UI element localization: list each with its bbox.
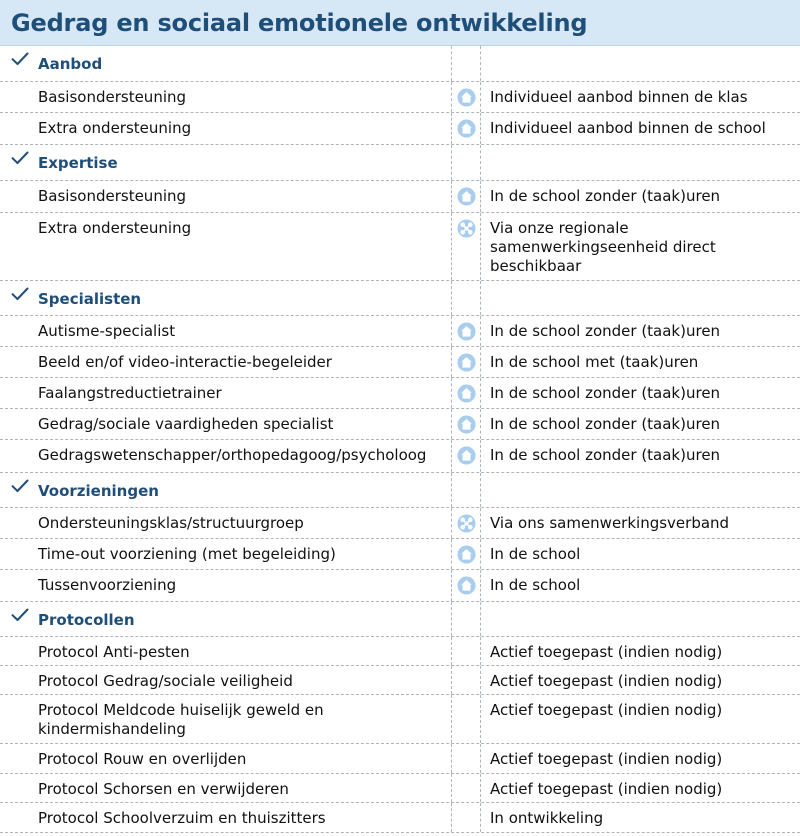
table-row [0,82,800,113]
row-value: Actief toegepast (indien nodig) [490,672,723,690]
house-icon [451,316,481,346]
value-cell [481,602,800,636]
row-value: In de school zonder (taak)uren [490,415,721,433]
row-value: In de school zonder (taak)uren [490,384,721,402]
row-value: In de school [490,576,581,594]
house-icon [451,570,481,601]
row-value: Actief toegepast (indien nodig) [490,701,723,719]
row-value: In de school zonder (taak)uren [490,322,721,340]
support-table [0,46,800,833]
section-title: Protocollen [38,611,135,629]
house-icon [451,409,481,439]
row-value: In de school zonder (taak)uren [490,187,721,205]
house-icon [451,347,481,377]
row-label: Protocol Schorsen en verwijderen [38,780,289,798]
section-header[interactable] [0,46,800,82]
check-icon [11,479,29,497]
section-title: Expertise [38,154,118,172]
table-row [0,570,800,602]
house-icon [451,181,481,212]
table-row [0,695,800,744]
table-row [0,378,800,409]
check-icon [11,608,29,626]
section-title: Aanbod [38,55,103,73]
table-row [0,803,800,833]
row-label: Extra ondersteuning [38,119,192,137]
section-cell [0,281,451,315]
icon-cell [451,666,481,694]
row-label: Time-out voorziening (met begeleiding) [38,545,336,563]
table-row [0,213,800,281]
row-value: Via ons samenwerkingsverband [490,514,730,532]
house-icon [451,378,481,408]
network-icon [451,508,481,538]
row-value: In de school [490,545,581,563]
house-icon [451,82,481,112]
icon-cell [451,46,481,81]
row-value: Individueel aanbod binnen de school [490,119,766,137]
value-cell [481,281,800,315]
row-label: Tussenvoorziening [38,576,177,594]
row-value: Actief toegepast (indien nodig) [490,750,723,768]
table-row [0,440,800,473]
icon-cell [451,744,481,773]
icon-cell [451,803,481,832]
section-header[interactable] [0,145,800,181]
network-icon [451,213,481,280]
row-label: Protocol Rouw en overlijden [38,750,247,768]
section-header[interactable] [0,281,800,316]
table-row [0,181,800,213]
row-label: Autisme-specialist [38,322,176,340]
row-value: In de school met (taak)uren [490,353,699,371]
icon-cell [451,774,481,802]
check-icon [11,287,29,305]
icon-cell [451,281,481,315]
table-row [0,347,800,378]
row-label: Basisondersteuning [38,187,187,205]
row-label: Protocol Anti-pesten [38,643,190,661]
check-icon [11,151,29,169]
row-label: Gedragswetenschapper/orthopedagoog/psycholoog [38,446,427,464]
row-label: Gedrag/sociale vaardigheden specialist [38,415,334,433]
house-icon [451,539,481,569]
table-row [0,539,800,570]
row-value: Actief toegepast (indien nodig) [490,643,723,661]
row-label: Protocol Schoolverzuim en thuiszitters [38,809,326,827]
table-row [0,508,800,539]
table-row [0,774,800,803]
icon-cell [451,602,481,636]
page-title: Gedrag en sociaal emotionele ontwikkeling [11,8,588,37]
value-cell [481,145,800,180]
row-value: Individueel aanbod binnen de klas [490,88,748,106]
row-label: Protocol Meldcode huiselijk geweld en kindermishandeling [38,701,324,738]
row-label: Beeld en/of video-interactie-begeleider [38,353,332,371]
row-value: Via onze regionale samenwerkingseenheid direct beschikbaar [490,219,716,275]
row-value: In de school zonder (taak)uren [490,446,721,464]
house-icon [451,113,481,144]
table-row [0,744,800,774]
section-title: Specialisten [38,290,142,308]
section-cell [0,473,451,507]
section-cell [0,145,451,180]
check-icon [11,52,29,70]
row-label: Faalangstreductietrainer [38,384,222,402]
row-label: Basisondersteuning [38,88,187,106]
icon-cell [451,637,481,665]
row-value: Actief toegepast (indien nodig) [490,780,723,798]
section-title: Voorzieningen [38,482,159,500]
page-header [0,0,800,46]
table-row [0,409,800,440]
icon-cell [451,145,481,180]
icon-cell [451,473,481,507]
icon-cell [451,695,481,743]
value-cell [481,473,800,507]
section-cell [0,602,451,636]
row-label: Extra ondersteuning [38,219,192,237]
table-row [0,113,800,145]
section-cell [0,46,451,81]
table-row [0,637,800,666]
value-cell [481,46,800,81]
row-label: Ondersteuningsklas/structuurgroep [38,514,304,532]
row-value: In ontwikkeling [490,809,604,827]
table-row [0,316,800,347]
table-row [0,666,800,695]
house-icon [451,440,481,472]
section-header[interactable] [0,473,800,508]
row-label: Protocol Gedrag/sociale veiligheid [38,672,293,690]
section-header[interactable] [0,602,800,637]
